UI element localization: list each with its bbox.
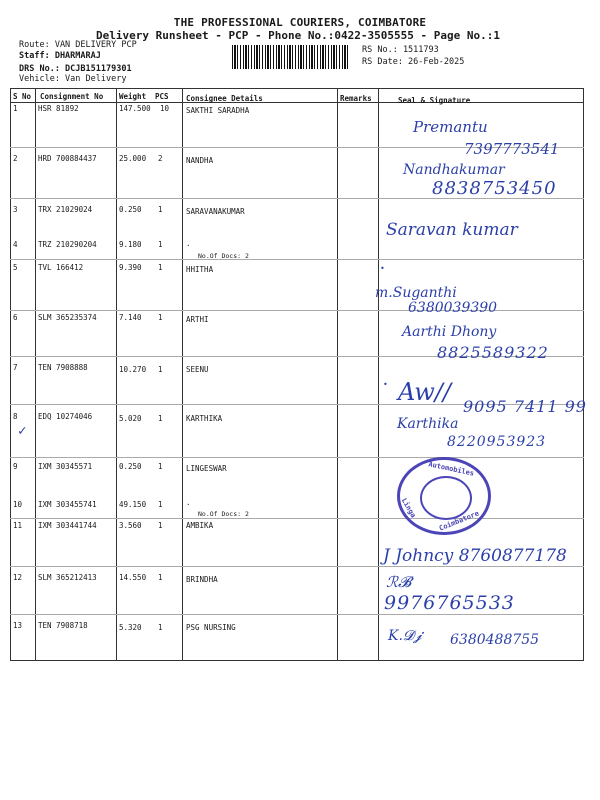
row-9-consignment: IXM 30345571 xyxy=(38,462,93,471)
row-4-sno: 4 xyxy=(13,240,18,249)
row-8-weight: 5.020 xyxy=(119,414,142,423)
row-6-sno: 6 xyxy=(13,313,18,322)
row-11-consignee: AMBIKA xyxy=(186,521,214,530)
col-header-pcs: PCS xyxy=(155,92,169,101)
checkmark-icon: • xyxy=(380,264,385,273)
row-10-pcs: 1 xyxy=(158,500,163,509)
row-10-sno: 10 xyxy=(13,500,23,509)
company-name: THE PROFESSIONAL COURIERS, COIMBATORE xyxy=(173,16,427,29)
col-header-consignee: Consignee Details xyxy=(186,94,263,103)
table-col-divider xyxy=(10,88,11,660)
row-13-consignee: PSG NURSING xyxy=(186,623,236,632)
signature-7-scribble: Aw∕∕ xyxy=(398,378,451,406)
row-8-consignment: EDQ 10274046 xyxy=(38,412,93,421)
row-5-weight: 9.390 xyxy=(119,263,142,272)
table-col-divider xyxy=(35,88,36,660)
signature-8-phone: 8220953923 xyxy=(447,434,547,450)
checkmark-icon: • xyxy=(383,380,388,389)
checkmark-icon: ✓ xyxy=(18,423,27,439)
row-13-consignment: TEN 7908718 xyxy=(38,621,88,630)
row-12-pcs: 1 xyxy=(158,573,163,582)
row-6-weight: 7.140 xyxy=(119,313,142,322)
row-4-pcs: 1 xyxy=(158,240,163,249)
row-12-consignee: BRINDHA xyxy=(186,575,218,584)
row-8-sno: 8 xyxy=(13,412,18,421)
row-12-sno: 12 xyxy=(13,573,23,582)
signature-6-name: Aarthi Dhony xyxy=(402,324,497,340)
row-11-consignment: IXM 303441744 xyxy=(38,521,97,530)
col-header-sno: S No xyxy=(13,92,32,101)
row-5-consignment: TVL 166412 xyxy=(38,263,84,272)
row-separator xyxy=(10,518,584,519)
row-4-consignee: . xyxy=(186,239,191,248)
signature-5-phone: 6380039390 xyxy=(408,300,498,316)
row-3-consignment: TRX 21029024 xyxy=(38,205,93,214)
stamp-side-text: Linga xyxy=(399,496,418,520)
row-1-consignee: SAKTHI SARADHA xyxy=(186,106,250,115)
rs-number: RS No.: 1511793 xyxy=(362,45,439,55)
row-10-weight: 49.150 xyxy=(119,500,147,509)
row-7-pcs: 1 xyxy=(158,365,163,374)
table-col-divider xyxy=(337,88,338,660)
row-separator xyxy=(10,259,584,260)
row-2-pcs: 2 xyxy=(158,154,163,163)
signature-2-phone: 8838753450 xyxy=(432,178,557,199)
row-2-consignment: HRD 700884437 xyxy=(38,154,97,163)
row-9-weight: 0.250 xyxy=(119,462,142,471)
table-top-border xyxy=(10,88,584,89)
staff-label: Staff: DHARMARAJ xyxy=(19,51,101,61)
signature-12-scribble: ℛ𝓑 xyxy=(386,573,412,591)
row-10-docs: No.Of Docs: 2 xyxy=(198,510,249,518)
runsheet-title: Delivery Runsheet - PCP - Phone No.:0422-3505555 - Page No.:1 xyxy=(96,29,500,42)
table-header-border xyxy=(10,102,584,103)
row-12-weight: 14.550 xyxy=(119,573,147,582)
row-10-consignee: . xyxy=(186,498,191,507)
row-7-weight: 10.270 xyxy=(119,365,147,374)
row-4-consignment: TRZ 210290204 xyxy=(38,240,97,249)
table-col-divider xyxy=(182,88,183,660)
row-5-consignee: HHITHA xyxy=(186,265,214,274)
row-3-sno: 3 xyxy=(13,205,18,214)
row-11-weight: 3.560 xyxy=(119,521,142,530)
drs-number: DRS No.: DCJB151179301 xyxy=(19,64,132,74)
row-2-weight: 25.000 xyxy=(119,154,147,163)
signature-2-name: Nandhakumar xyxy=(403,162,505,178)
row-13-pcs: 1 xyxy=(158,623,163,632)
row-1-consignment: HSR 81892 xyxy=(38,104,79,113)
row-13-weight: 5.320 xyxy=(119,623,142,632)
table-bottom-border xyxy=(10,660,584,661)
signature-1-name: Premantu xyxy=(413,118,488,136)
signature-12-phone: 9976765533 xyxy=(384,592,515,614)
table-col-divider xyxy=(116,88,117,660)
row-3-consignee: SARAVANAKUMAR xyxy=(186,207,245,216)
row-9-consignee: LINGESWAR xyxy=(186,464,227,473)
row-8-consignee: KARTHIKA xyxy=(186,414,223,423)
row-12-consignment: SLM 365212413 xyxy=(38,573,97,582)
row-4-weight: 9.180 xyxy=(119,240,142,249)
table-col-divider xyxy=(583,88,584,660)
col-header-weight: Weight xyxy=(119,92,147,101)
signature-7-phone: 9095 7411 99 xyxy=(463,397,587,416)
row-separator xyxy=(10,566,584,567)
row-6-consignment: SLM 365235374 xyxy=(38,313,97,322)
row-8-pcs: 1 xyxy=(158,414,163,423)
row-13-sno: 13 xyxy=(13,621,23,630)
row-7-consignment: TEN 7908888 xyxy=(38,363,88,372)
row-1-sno: 1 xyxy=(13,104,18,113)
col-header-consignment: Consignment No xyxy=(40,92,104,101)
row-6-consignee: ARTHI xyxy=(186,315,209,324)
row-9-pcs: 1 xyxy=(158,462,163,471)
row-separator xyxy=(10,457,584,458)
signature-13-phone: 6380488755 xyxy=(450,632,540,648)
vehicle-label: Vehicle: Van Delivery xyxy=(19,74,127,84)
row-5-pcs: 1 xyxy=(158,263,163,272)
signature-11-name: J Johncy 8760877178 xyxy=(383,546,567,566)
stamp-bottom-text: Coimbatore xyxy=(438,509,481,533)
signature-3-name: Saravan kumar xyxy=(386,220,518,240)
rs-date: RS Date: 26-Feb-2025 xyxy=(362,57,465,67)
signature-5-name: m.Suganthi xyxy=(375,285,457,301)
row-separator xyxy=(10,310,584,311)
row-4-docs: No.Of Docs: 2 xyxy=(198,252,249,260)
row-5-sno: 5 xyxy=(13,263,18,272)
signature-8-name: Karthika xyxy=(397,416,459,432)
row-1-weight: 147.500 xyxy=(119,104,151,113)
row-3-pcs: 1 xyxy=(158,205,163,214)
signature-6-phone: 8825589322 xyxy=(437,343,549,362)
table-col-divider xyxy=(378,88,379,660)
row-separator xyxy=(10,614,584,615)
company-stamp xyxy=(397,457,491,535)
col-header-remarks: Remarks xyxy=(340,94,372,103)
signature-1-phone: 7397773541 xyxy=(464,140,560,158)
row-2-sno: 2 xyxy=(13,154,18,163)
row-11-pcs: 1 xyxy=(158,521,163,530)
stamp-top-text: Automobiles xyxy=(427,460,475,478)
row-3-weight: 0.250 xyxy=(119,205,142,214)
row-1-pcs: 10 xyxy=(160,104,170,113)
row-9-sno: 9 xyxy=(13,462,18,471)
route-label: Route: VAN DELIVERY PCP xyxy=(19,40,137,50)
row-6-pcs: 1 xyxy=(158,313,163,322)
signature-13-scribble: K.𝓓𝓳 xyxy=(388,628,422,644)
barcode xyxy=(232,45,350,69)
row-7-consignee: SEENU xyxy=(186,365,209,374)
col-header-signature: Seal & Signature xyxy=(398,96,471,105)
row-10-consignment: IXM 303455741 xyxy=(38,500,97,509)
row-2-consignee: NANDHA xyxy=(186,156,214,165)
row-11-sno: 11 xyxy=(13,521,23,530)
row-7-sno: 7 xyxy=(13,363,18,372)
